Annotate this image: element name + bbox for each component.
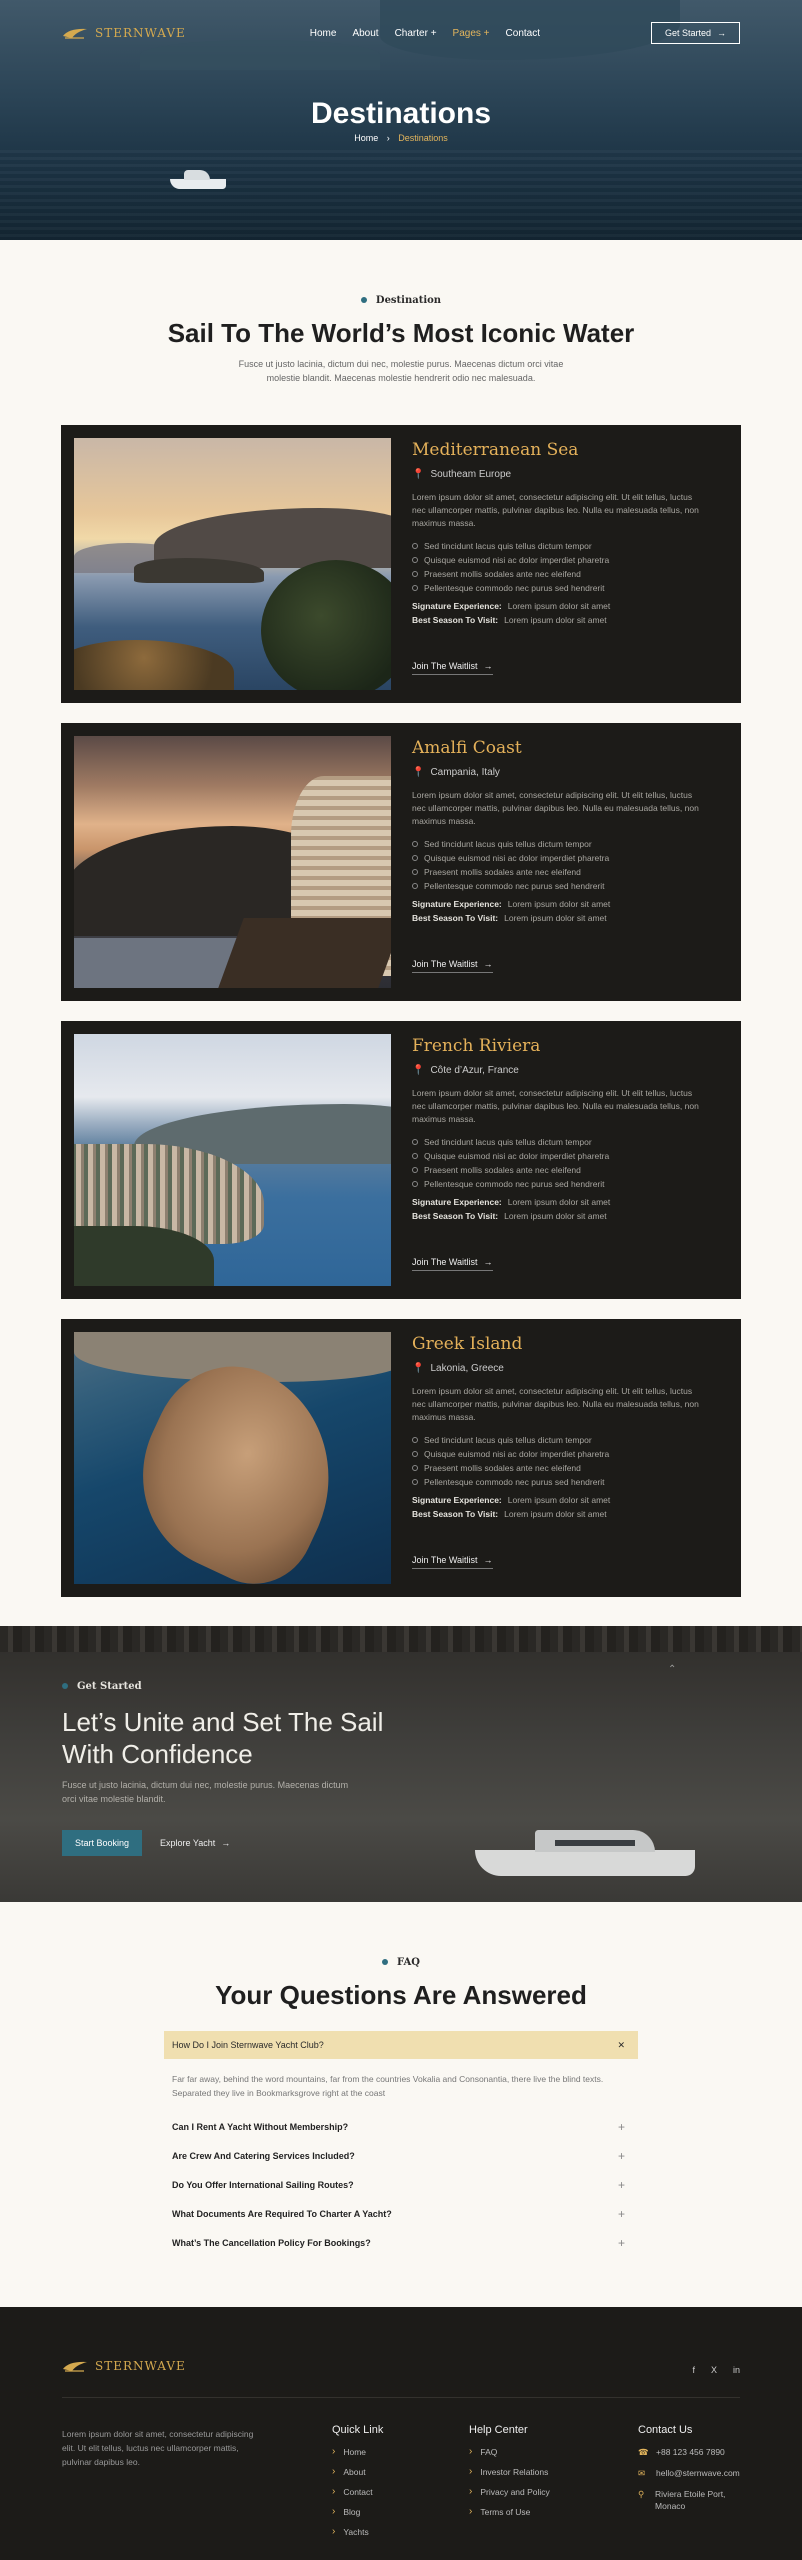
get-started-button[interactable] <box>651 22 740 44</box>
destination-card <box>61 723 741 1001</box>
cta-banner <box>0 1626 802 1902</box>
faq-answer: Far far away, behind the word mountains, far from the countries Vokalia and Consonantia, there live the blind texts. Separated they live in Bookmarksgrove right at the coast <box>172 2074 604 2098</box>
top-nav <box>62 22 740 44</box>
check-circle-icon <box>412 571 418 577</box>
footer-link-investor[interactable]: › Investor Relations <box>469 2466 549 2477</box>
footer-link-blog[interactable]: › Blog <box>332 2506 361 2517</box>
eyebrow-label: FAQ <box>397 1956 420 1968</box>
feature-item: Pellentesque commodo nec purus sed hendrerit <box>412 1475 728 1489</box>
destination-card <box>61 1319 741 1597</box>
contact-email[interactable]: ✉ hello@sternwave.com <box>638 2468 740 2478</box>
chevron-up-icon: ⌃ <box>668 1664 677 1675</box>
destination-info <box>412 736 728 988</box>
chevron-right-icon: › <box>386 133 390 143</box>
best-season: Best Season To Visit: Lorem ipsum dolor sit amet <box>412 1211 607 1221</box>
faq-item[interactable]: Can I Rent A Yacht Without Membership? + <box>172 2119 625 2134</box>
contact-address: ⚲ Riviera Etoile Port, Monaco <box>638 2489 726 2511</box>
arrow-right-icon: → <box>483 1257 493 1267</box>
footer <box>0 2307 802 2560</box>
feature-item: Pellentesque commodo nec purus sed hendrerit <box>412 1177 728 1191</box>
feature-item: Quisque euismod nisi ac dolor imperdiet pharetra <box>412 1447 728 1461</box>
faq-item[interactable]: What Documents Are Required To Charter A Yacht? + <box>172 2206 625 2221</box>
breadcrumb <box>0 133 802 143</box>
feature-list <box>412 837 728 893</box>
pin-icon: 📍 <box>412 469 425 480</box>
eyebrow-label: Get Started <box>77 1680 142 1692</box>
faq-title: Your Questions Are Answered <box>215 1980 587 2010</box>
check-circle-icon <box>412 869 418 875</box>
arrow-right-icon: → <box>221 1838 231 1848</box>
faq-eyebrow <box>382 1957 420 1968</box>
check-circle-icon <box>412 1167 418 1173</box>
destination-description: Lorem ipsum dolor sit amet, consectetur adipiscing elit. Ut elit tellus, luctus nec ullamcorper mattis, pulvinar dapibus leo. Nulla eu malesuada tellus, non maximus massa. <box>412 790 699 826</box>
check-circle-icon <box>412 1153 418 1159</box>
destinations-section <box>0 240 802 1626</box>
start-booking-button[interactable]: Start Booking <box>62 1830 142 1856</box>
feature-item: Quisque euismod nisi ac dolor imperdiet pharetra <box>412 553 728 567</box>
contact-phone[interactable]: ☎ +88 123 456 7890 <box>638 2447 725 2457</box>
wave-logo-icon <box>62 26 88 40</box>
footer-link-home[interactable]: › Home <box>332 2446 367 2457</box>
destination-location <box>412 1065 728 1076</box>
help-center <box>469 2424 550 2526</box>
destination-location <box>412 767 728 778</box>
cta-content <box>62 1676 442 1856</box>
join-waitlist-link[interactable]: Join The Waitlist → <box>412 959 493 973</box>
destination-description: Lorem ipsum dolor sit amet, consectetur adipiscing elit. Ut elit tellus, luctus nec ullamcorper mattis, pulvinar dapibus leo. Nulla eu malesuada tellus, non maximus massa. <box>412 492 699 528</box>
chevron-right-icon: › <box>332 2506 336 2517</box>
brand-name: STERNWAVE <box>95 2359 186 2373</box>
menu-home[interactable]: Home <box>309 27 337 39</box>
location-label: Campania, Italy <box>430 767 500 778</box>
dot-icon <box>62 1683 68 1689</box>
pin-icon: ⚲ <box>638 2489 645 2499</box>
feature-item: Quisque euismod nisi ac dolor imperdiet pharetra <box>412 1149 728 1163</box>
destinations-header <box>0 290 802 385</box>
brand-logo[interactable] <box>62 26 186 40</box>
plus-icon: + <box>617 2148 625 2163</box>
check-circle-icon <box>412 883 418 889</box>
destination-image <box>74 1332 391 1584</box>
quick-links-title: Quick Link <box>332 2424 384 2436</box>
faq-accordion <box>164 2031 638 2257</box>
best-season: Best Season To Visit: Lorem ipsum dolor sit amet <box>412 615 607 625</box>
signature-experience: Signature Experience: Lorem ipsum dolor sit amet <box>412 899 611 909</box>
cta-eyebrow <box>62 1681 142 1692</box>
cta-buttons <box>62 1830 442 1856</box>
get-started-label: Get Started <box>664 28 711 38</box>
footer-divider <box>62 2397 740 2398</box>
destination-name: Amalfi Coast <box>412 738 522 758</box>
contact-title: Contact Us <box>638 2424 693 2436</box>
destinations-title: Sail To The World’s Most Iconic Water <box>167 318 635 348</box>
breadcrumb-current: Destinations <box>398 133 448 143</box>
feature-item: Sed tincidunt lacus quis tellus dictum tempor <box>412 1433 728 1447</box>
footer-link-terms[interactable]: › Terms of Use <box>469 2506 531 2517</box>
feature-item: Sed tincidunt lacus quis tellus dictum tempor <box>412 539 728 553</box>
destination-image <box>74 736 391 988</box>
page-title: Destinations <box>310 97 492 130</box>
plus-icon: + <box>617 2119 625 2134</box>
footer-link-contact[interactable]: › Contact <box>332 2486 373 2497</box>
mail-icon: ✉ <box>638 2468 646 2478</box>
chevron-right-icon: › <box>469 2466 473 2477</box>
signature-experience: Signature Experience: Lorem ipsum dolor sit amet <box>412 1197 611 1207</box>
plus-icon: + <box>617 2206 625 2221</box>
feature-list <box>412 1135 728 1191</box>
explore-yacht-button[interactable]: Explore Yacht → <box>160 1838 231 1848</box>
faq-question: How Do I Join Sternwave Yacht Club? <box>172 2040 324 2050</box>
hero-boat <box>170 165 220 189</box>
footer-link-about[interactable]: › About <box>332 2466 366 2477</box>
footer-link-privacy[interactable]: › Privacy and Policy <box>469 2486 550 2497</box>
best-season: Best Season To Visit: Lorem ipsum dolor sit amet <box>412 1509 607 1519</box>
arrow-right-icon: → <box>483 1555 493 1565</box>
feature-item: Praesent mollis sodales ante nec eleifend <box>412 865 728 879</box>
feature-item: Praesent mollis sodales ante nec eleifend <box>412 1163 728 1177</box>
arrow-right-icon: → <box>483 959 493 969</box>
hero-water <box>0 150 802 240</box>
faq-item[interactable]: What’s The Cancellation Policy For Bookings? + <box>172 2235 625 2250</box>
location-label: Southeam Europe <box>430 469 512 480</box>
feature-item: Sed tincidunt lacus quis tellus dictum tempor <box>412 837 728 851</box>
check-circle-icon <box>412 543 418 549</box>
quick-links <box>332 2424 383 2546</box>
help-center-title: Help Center <box>469 2424 528 2436</box>
contact-us <box>638 2424 748 2521</box>
chevron-right-icon: › <box>332 2446 336 2457</box>
chevron-right-icon: › <box>469 2506 473 2517</box>
social-links <box>692 2365 740 2375</box>
menu-about[interactable]: About <box>352 27 379 39</box>
destination-description: Lorem ipsum dolor sit amet, consectetur adipiscing elit. Ut elit tellus, luctus nec ullamcorper mattis, pulvinar dapibus leo. Nulla eu malesuada tellus, non maximus massa. <box>412 1088 699 1124</box>
feature-item: Praesent mollis sodales ante nec eleifend <box>412 567 728 581</box>
dot-icon <box>361 297 367 303</box>
chevron-right-icon: › <box>469 2446 473 2457</box>
join-waitlist-link[interactable]: Join The Waitlist → <box>412 1257 493 1271</box>
facebook-icon[interactable]: f <box>692 2365 695 2375</box>
check-circle-icon <box>412 1465 418 1471</box>
phone-icon: ☎ <box>638 2447 649 2457</box>
brand-name: STERNWAVE <box>95 26 186 40</box>
pin-icon: 📍 <box>412 1065 425 1076</box>
destination-image <box>74 438 391 690</box>
destination-info <box>412 1332 728 1584</box>
faq-item[interactable]: Do You Offer International Sailing Routes? + <box>172 2177 625 2192</box>
destination-location <box>412 1363 728 1374</box>
hero <box>0 0 802 240</box>
faq-item-open[interactable] <box>164 2031 638 2059</box>
check-circle-icon <box>412 855 418 861</box>
destination-info <box>412 1034 728 1286</box>
destination-location <box>412 469 728 480</box>
destination-card <box>61 425 741 703</box>
plus-icon: + <box>617 2235 625 2250</box>
check-circle-icon <box>412 585 418 591</box>
city-skyline <box>0 1626 802 1652</box>
check-circle-icon <box>412 1181 418 1187</box>
x-icon[interactable]: X <box>710 2365 717 2375</box>
signature-experience: Signature Experience: Lorem ipsum dolor sit amet <box>412 1495 611 1505</box>
destination-name: Greek Island <box>412 1334 523 1354</box>
join-waitlist-link[interactable]: Join The Waitlist → <box>412 1555 493 1569</box>
eyebrow-label: Destination <box>375 294 442 306</box>
footer-logo[interactable] <box>62 2359 186 2373</box>
pin-icon: 📍 <box>412 767 425 778</box>
footer-link-yachts[interactable]: › Yachts <box>332 2526 369 2537</box>
destination-name: Mediterranean Sea <box>412 440 579 460</box>
destinations-lead: Fusce ut justo lacinia, dictum dui nec, molestie purus. Maecenas dictum orci vitae molestie blandit. Maecenas molestie hendrerit odio nec malesuada. <box>238 359 564 383</box>
feature-item: Pellentesque commodo nec purus sed hendrerit <box>412 879 728 893</box>
close-icon[interactable]: ✕ <box>617 2039 625 2050</box>
faq-header <box>0 1952 802 2011</box>
faq-item[interactable]: Are Crew And Catering Services Included? + <box>172 2148 625 2163</box>
linkedin-icon[interactable]: in <box>732 2365 740 2375</box>
destination-image <box>74 1034 391 1286</box>
feature-list <box>412 1433 728 1489</box>
cta-text: Fusce ut justo lacinia, dictum dui nec, molestie purus. Maecenas dictum orci vitae molestie blandit. <box>62 1780 349 1804</box>
feature-item: Quisque euismod nisi ac dolor imperdiet pharetra <box>412 851 728 865</box>
signature-experience: Signature Experience: Lorem ipsum dolor sit amet <box>412 601 611 611</box>
check-circle-icon <box>412 1139 418 1145</box>
plus-icon: + <box>617 2177 625 2192</box>
feature-item: Pellentesque commodo nec purus sed hendrerit <box>412 581 728 595</box>
feature-item: Praesent mollis sodales ante nec eleifend <box>412 1461 728 1475</box>
breadcrumb-home[interactable]: Home <box>354 133 379 143</box>
check-circle-icon <box>412 841 418 847</box>
destinations-eyebrow <box>361 295 441 306</box>
chevron-right-icon: › <box>332 2526 336 2537</box>
wave-logo-icon <box>62 2359 88 2373</box>
yacht-image <box>475 1816 695 1876</box>
chevron-right-icon: › <box>469 2486 473 2497</box>
pin-icon: 📍 <box>412 1363 425 1374</box>
feature-item: Sed tincidunt lacus quis tellus dictum tempor <box>412 1135 728 1149</box>
location-label: Côte d’Azur, France <box>430 1065 519 1076</box>
chevron-right-icon: › <box>332 2466 336 2477</box>
destination-card <box>61 1021 741 1299</box>
arrow-right-icon: → <box>717 28 726 38</box>
destination-description: Lorem ipsum dolor sit amet, consectetur adipiscing elit. Ut elit tellus, luctus nec ullamcorper mattis, pulvinar dapibus leo. Nulla eu malesuada tellus, non maximus massa. <box>412 1386 699 1422</box>
destination-cards <box>0 425 802 1597</box>
check-circle-icon <box>412 1451 418 1457</box>
chevron-right-icon: › <box>332 2486 336 2497</box>
footer-link-faq[interactable]: › FAQ <box>469 2446 498 2457</box>
faq-section <box>0 1902 802 2307</box>
main-menu <box>310 28 540 39</box>
menu-pages[interactable]: Pages + <box>452 27 490 39</box>
check-circle-icon <box>412 557 418 563</box>
footer-about: Lorem ipsum dolor sit amet, consectetur adipiscing elit. Ut elit tellus, luctus nec ullamcorper mattis, pulvinar dapibus leo. <box>62 2429 254 2467</box>
destination-info <box>412 438 728 690</box>
location-label: Lakonia, Greece <box>430 1363 504 1374</box>
menu-charter[interactable]: Charter + <box>394 27 437 39</box>
destination-name: French Riviera <box>412 1036 541 1056</box>
join-waitlist-link[interactable]: Join The Waitlist → <box>412 661 493 675</box>
best-season: Best Season To Visit: Lorem ipsum dolor sit amet <box>412 913 607 923</box>
arrow-right-icon: → <box>483 661 493 671</box>
check-circle-icon <box>412 1437 418 1443</box>
dot-icon <box>382 1959 388 1965</box>
menu-contact[interactable]: Contact <box>505 27 540 39</box>
feature-list <box>412 539 728 595</box>
hero-hill <box>140 40 380 70</box>
check-circle-icon <box>412 1479 418 1485</box>
cta-title: Let’s Unite and Set The Sail With Confidence <box>62 1707 384 1769</box>
